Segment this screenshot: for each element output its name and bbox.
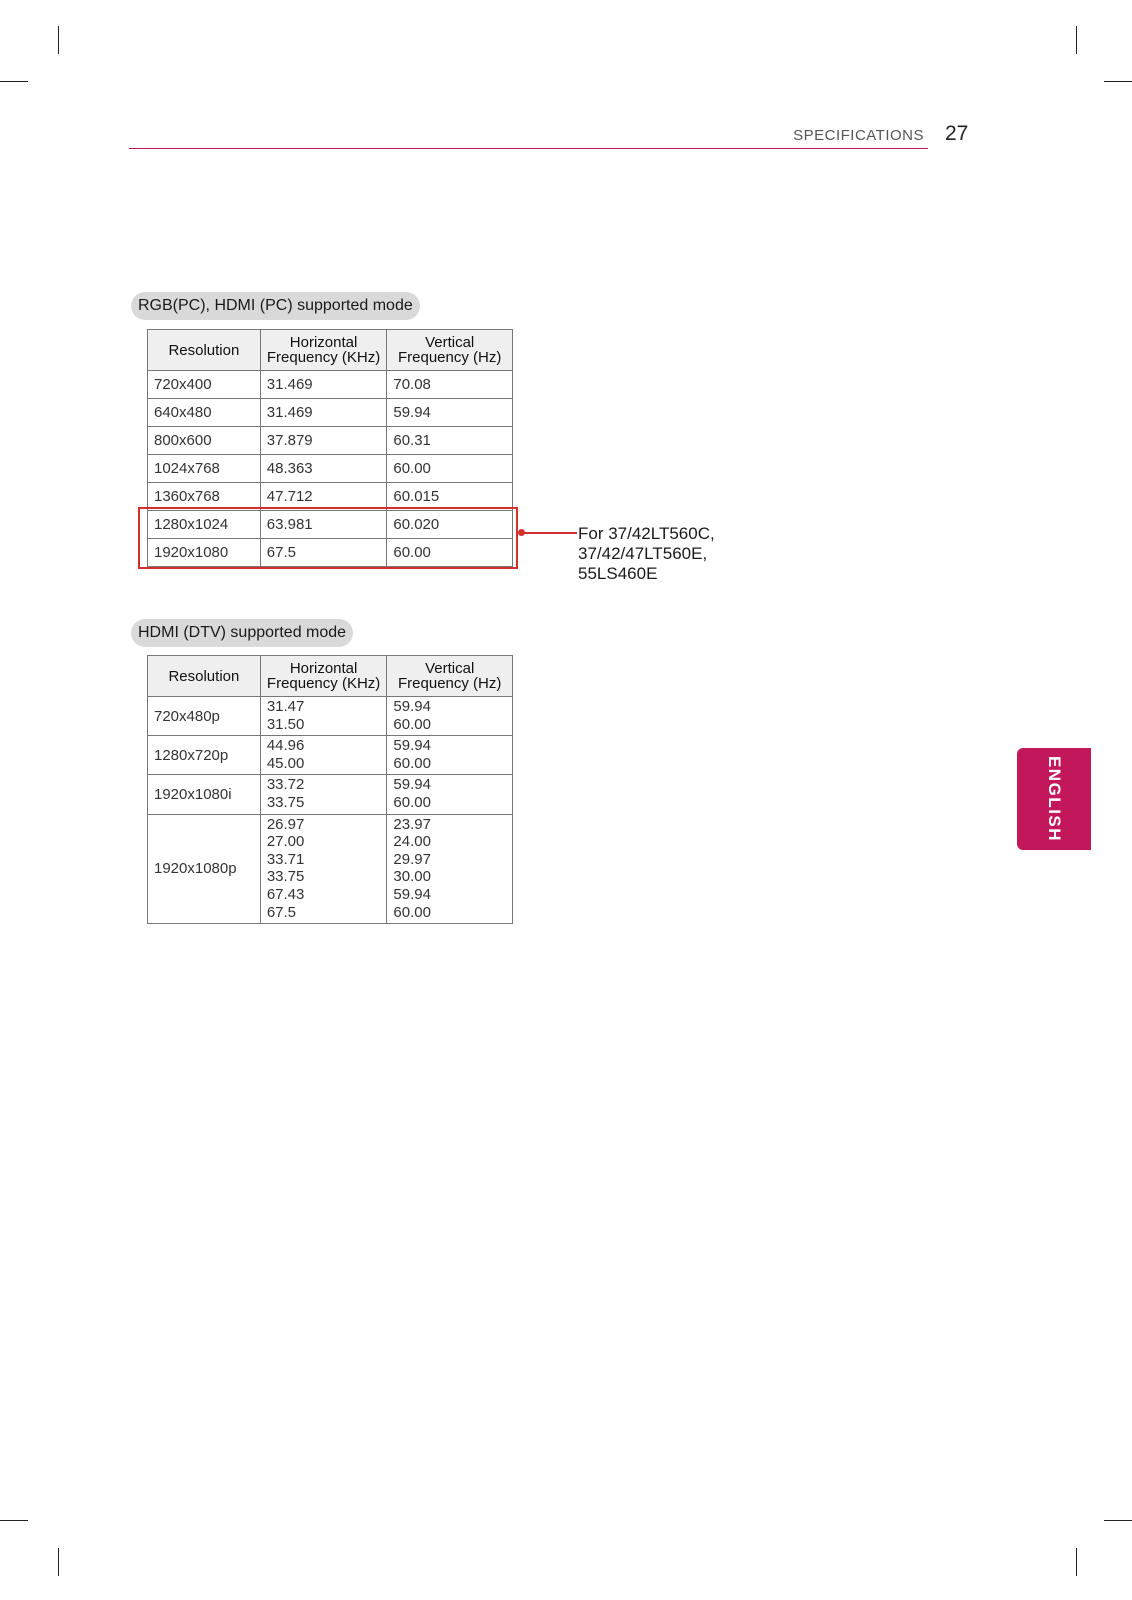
frequency-value: 44.96 bbox=[266, 737, 305, 755]
frequency-value: 60.00 bbox=[393, 715, 431, 733]
dtv-mode-table bbox=[147, 655, 513, 924]
cell-resolution: 1360x768 bbox=[148, 483, 261, 511]
column-header-horizontal: Horizontal Frequency (KHz) bbox=[260, 330, 387, 371]
frequency-value: 23.97 bbox=[393, 815, 431, 833]
header-rule bbox=[129, 148, 928, 149]
frequency-value: 27.00 bbox=[266, 833, 305, 851]
cell-horizontal-frequency: 48.363 bbox=[260, 455, 387, 483]
frequency-value: 59.94 bbox=[393, 737, 431, 755]
crop-mark bbox=[1076, 26, 1077, 54]
cell-horizontal-frequency: 47.712 bbox=[260, 483, 387, 511]
cell-vertical-frequency bbox=[387, 814, 513, 924]
frequency-value: 33.75 bbox=[266, 868, 305, 886]
language-tab bbox=[1017, 748, 1091, 850]
cell-resolution: 1024x768 bbox=[148, 455, 261, 483]
table-row bbox=[148, 427, 513, 455]
column-header-resolution: Resolution bbox=[148, 656, 261, 697]
frequency-value: 59.94 bbox=[393, 776, 431, 794]
frequency-value: 31.50 bbox=[266, 715, 305, 733]
model-note bbox=[578, 524, 715, 584]
dtv-section-title: HDMI (DTV) supported mode bbox=[131, 619, 353, 647]
highlight-box bbox=[138, 507, 518, 569]
cell-vertical-frequency bbox=[387, 775, 513, 814]
cell-vertical-frequency: 59.94 bbox=[387, 399, 513, 427]
language-tab-label: ENGLISH bbox=[1045, 755, 1064, 843]
cell-resolution: 720x400 bbox=[148, 371, 261, 399]
frequency-value: 26.97 bbox=[266, 815, 305, 833]
frequency-value: 24.00 bbox=[393, 833, 431, 851]
cell-vertical-frequency: 60.020 bbox=[387, 511, 513, 539]
cell-resolution: 1280x1024 bbox=[148, 511, 261, 539]
column-header-vertical: Vertical Frequency (Hz) bbox=[387, 656, 513, 697]
cell-vertical-frequency: 60.00 bbox=[387, 539, 513, 567]
cell-horizontal-frequency: 31.469 bbox=[260, 399, 387, 427]
cell-resolution: 1920x1080p bbox=[148, 814, 261, 924]
section-title: SPECIFICATIONS bbox=[793, 127, 924, 144]
crop-mark bbox=[1104, 81, 1132, 82]
cell-vertical-frequency bbox=[387, 736, 513, 775]
cell-horizontal-frequency: 37.879 bbox=[260, 427, 387, 455]
cell-vertical-frequency: 60.00 bbox=[387, 455, 513, 483]
cell-horizontal-frequency: 31.469 bbox=[260, 371, 387, 399]
table-header-row bbox=[148, 656, 513, 697]
cell-resolution: 1280x720p bbox=[148, 736, 261, 775]
table-row bbox=[148, 697, 513, 736]
model-note-line: 55LS460E bbox=[578, 564, 658, 583]
frequency-value: 60.00 bbox=[393, 754, 431, 772]
cell-resolution: 640x480 bbox=[148, 399, 261, 427]
model-note-line: 37/42/47LT560E, bbox=[578, 544, 708, 563]
model-note-line: For 37/42LT560C, bbox=[578, 524, 715, 543]
page-number: 27 bbox=[945, 122, 969, 145]
column-header-vertical: Vertical Frequency (Hz) bbox=[387, 330, 513, 371]
crop-mark bbox=[0, 1520, 28, 1521]
frequency-value: 60.00 bbox=[393, 903, 431, 921]
cell-horizontal-frequency bbox=[260, 775, 387, 814]
frequency-value: 45.00 bbox=[266, 754, 305, 772]
table-row bbox=[148, 371, 513, 399]
cell-horizontal-frequency bbox=[260, 736, 387, 775]
frequency-value: 29.97 bbox=[393, 850, 431, 868]
cell-horizontal-frequency bbox=[260, 814, 387, 924]
crop-mark bbox=[58, 26, 59, 54]
table-row bbox=[148, 455, 513, 483]
frequency-value: 59.94 bbox=[393, 885, 431, 903]
cell-vertical-frequency: 60.015 bbox=[387, 483, 513, 511]
cell-resolution: 1920x1080 bbox=[148, 539, 261, 567]
cell-horizontal-frequency bbox=[260, 697, 387, 736]
cell-horizontal-frequency: 67.5 bbox=[260, 539, 387, 567]
cell-resolution: 800x600 bbox=[148, 427, 261, 455]
crop-mark bbox=[58, 1548, 59, 1576]
column-header-resolution: Resolution bbox=[148, 330, 261, 371]
callout-line bbox=[523, 532, 577, 534]
cell-vertical-frequency bbox=[387, 697, 513, 736]
table-row bbox=[148, 399, 513, 427]
frequency-value: 67.5 bbox=[266, 903, 297, 921]
frequency-value: 67.43 bbox=[266, 885, 305, 903]
rgb-section-title: RGB(PC), HDMI (PC) supported mode bbox=[131, 292, 420, 320]
frequency-value: 33.75 bbox=[266, 793, 305, 811]
frequency-value: 60.00 bbox=[393, 793, 431, 811]
crop-mark bbox=[1076, 1548, 1077, 1576]
cell-vertical-frequency: 70.08 bbox=[387, 371, 513, 399]
frequency-value: 33.71 bbox=[266, 850, 305, 868]
cell-horizontal-frequency: 63.981 bbox=[260, 511, 387, 539]
table-row bbox=[148, 814, 513, 924]
crop-mark bbox=[0, 81, 28, 82]
table-header-row bbox=[148, 330, 513, 371]
table-row bbox=[148, 736, 513, 775]
frequency-value: 59.94 bbox=[393, 698, 431, 715]
frequency-value: 33.72 bbox=[266, 776, 305, 794]
cell-resolution: 1920x1080i bbox=[148, 775, 261, 814]
table-row bbox=[148, 775, 513, 814]
frequency-value: 31.47 bbox=[266, 698, 305, 715]
crop-mark bbox=[1104, 1520, 1132, 1521]
frequency-value: 30.00 bbox=[393, 868, 431, 886]
cell-resolution: 720x480p bbox=[148, 697, 261, 736]
column-header-horizontal: Horizontal Frequency (KHz) bbox=[260, 656, 387, 697]
cell-vertical-frequency: 60.31 bbox=[387, 427, 513, 455]
